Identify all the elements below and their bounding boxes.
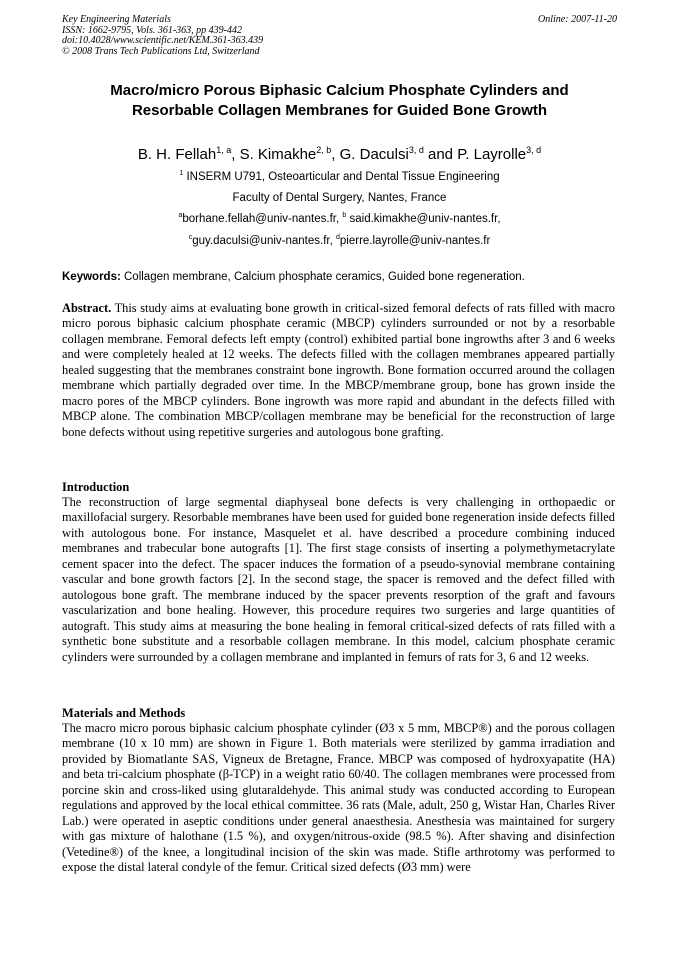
- email-line-1: [62, 212, 617, 226]
- affiliation-line-2: Faculty of Dental Surgery, Nantes, France: [232, 192, 447, 204]
- copyright-line: © 2008 Trans Tech Publications Ltd, Switzerland: [62, 45, 260, 57]
- keywords-text: Collagen membrane, Calcium phosphate ceramics, Guided bone regeneration.: [124, 271, 525, 283]
- issn-line: ISSN: 1662-9795, Vols. 361-363, pp 439-442: [62, 24, 242, 36]
- methods-paragraph: The macro micro porous biphasic calcium phosphate cylinder (Ø3 x 5 mm, MBCP®) and the porous collagen membrane (10 x 10 mm) are shown in Figure 1. Both materials were sterilized by gamma irradiation and provided by Biomatlante SAS, Vigneux de Bretagne, France. MBCP was composed of hydroxyapatite (HA) and beta tri-calcium phosphate (β-TCP) in a weight ratio 60/40. The collagen membranes were processed from porcine skin and cross-liked using glutaraldehyde. This animal study was conducted according to European regulations and approved by the local ethical committee. 36 rats (Male, adult, 250 g, Wistar Han, Charles River Lab.) were operated in aseptic conditions under general anaesthesia. Anesthesia was maintained for surgery with gas mixture of halothane (1.5 %), and oxygen/nitrous-oxide (98.5 %). After shaving and disinfection (Vetedine®) of the knee, a longitudinal incision of the skin was made. Stifle arthrotomy was performed to expose the distal lateral condyle of the femur. Critical sized defects (Ø3 mm) were: [62, 721, 615, 875]
- author-name: S. Kimakhe: [239, 146, 317, 163]
- author-name: G. Daculsi: [339, 146, 409, 163]
- author-separator: ,: [231, 146, 240, 163]
- email-fellah: borhane.fellah@univ-nantes.fr,: [182, 213, 340, 225]
- affiliation-line-1: [62, 170, 617, 184]
- email-superscript: b: [342, 212, 347, 219]
- keywords: [62, 270, 617, 284]
- author-superscript: 1, a: [216, 145, 232, 155]
- affiliation-superscript: 1: [179, 170, 184, 177]
- author-superscript: 3, d: [526, 145, 542, 155]
- keywords-label: Keywords:: [62, 271, 121, 283]
- methods-heading: Materials and Methods: [62, 706, 186, 720]
- introduction-paragraph: The reconstruction of large segmental diaphyseal bone defects is very challenging in orthopaedic or maxillofacial surgery. Resorbable membranes have been used for guided bone regeneration inside defects filled with autologous bone. For instance, Masquelet et al. have described a procedure combining induced membranes and trabecular bone autografts [1]. The first stage consists of inserting a polymethymetacrylate cement spacer into the defect. The spacer induces the formation of a pseudo-synovial membrane containing vascular and bone growth factors [2]. In the second stage, the spacer is removed and the defect filled with autologous bone graft. The membrane induced by the spacer prevents resorption of the graft and favours vascularization and bone healing. However, this procedure requires two surgeries and large quantities of autograft. This study aims at measuring the bone healing in femoral critical-sized defects of rats filled with a synthetic bone substitute and a resorbable collagen membrane. In this model, calcium phosphate ceramic cylinders were surrounded by a collagen membrane and implanted in femurs of rats for 3, 6 and 12 weeks.: [62, 495, 615, 664]
- running-header: [62, 15, 617, 57]
- title-line-2: Resorbable Collagen Membranes for Guided Bone Growth: [131, 102, 548, 119]
- email-line-2: [62, 234, 617, 248]
- affiliation-institution: INSERM U791, Osteoarticular and Dental Tissue Engineering: [186, 171, 500, 183]
- email-superscript: a: [178, 212, 183, 219]
- email-superscript: d: [336, 234, 340, 241]
- abstract-paragraph: [62, 301, 615, 440]
- email-daculsi: guy.daculsi@univ-nantes.fr,: [192, 235, 333, 247]
- author-superscript: 3, d: [408, 145, 424, 155]
- email-layrolle: pierre.layrolle@univ-nantes.fr: [339, 235, 491, 247]
- online-date: Online: 2007-11-20: [538, 14, 617, 25]
- abstract-text: This study aims at evaluating bone growth in critical-sized femoral defects of rats filled with macro micro porous biphasic calcium phosphate ceramic (MBCP) cylinders surrounded or not by a resorbable collagen membrane. Femoral defects left empty (control) exhibited partial bone ingrowths after 3 and 6 weeks and were completely healed at 12 weeks. The defects filled with the collagen membranes appeared partially healed suggesting that the membranes constraint bone ingrowth. Bone formation occurred around the collagen membrane which partially degraded over time. In the MBCP/membrane group, bone has grown inside the macro pores of the MBCP cylinders. Bone ingrowth was more rapid and abundant in the defects filled with MBCP alone. The combination MBCP/collagen membrane may be beneficial for the reconstruction of large bone defects without using repetitive surgeries and autologous bone grafting.: [62, 301, 616, 439]
- author-list: [62, 145, 617, 165]
- author-separator: ,: [331, 146, 340, 163]
- journal-name: Key Engineering Materials: [62, 14, 171, 25]
- author-name: B. H. Fellah: [137, 146, 217, 163]
- title-line-1: Macro/micro Porous Biphasic Calcium Phosphate Cylinders and: [110, 82, 569, 99]
- journal-info: [62, 15, 617, 57]
- paper-title: [62, 81, 617, 121]
- author-separator: and: [423, 146, 458, 163]
- author-superscript: 2, b: [316, 145, 332, 155]
- author-name: P. Layrolle: [457, 146, 527, 163]
- email-kimakhe: said.kimakhe@univ-nantes.fr,: [349, 213, 501, 225]
- abstract-label: Abstract.: [62, 301, 112, 315]
- doi-line: doi:10.4028/www.scientific.net/KEM.361-363.439: [62, 35, 264, 47]
- email-superscript: c: [188, 234, 193, 241]
- introduction-heading: Introduction: [62, 480, 130, 494]
